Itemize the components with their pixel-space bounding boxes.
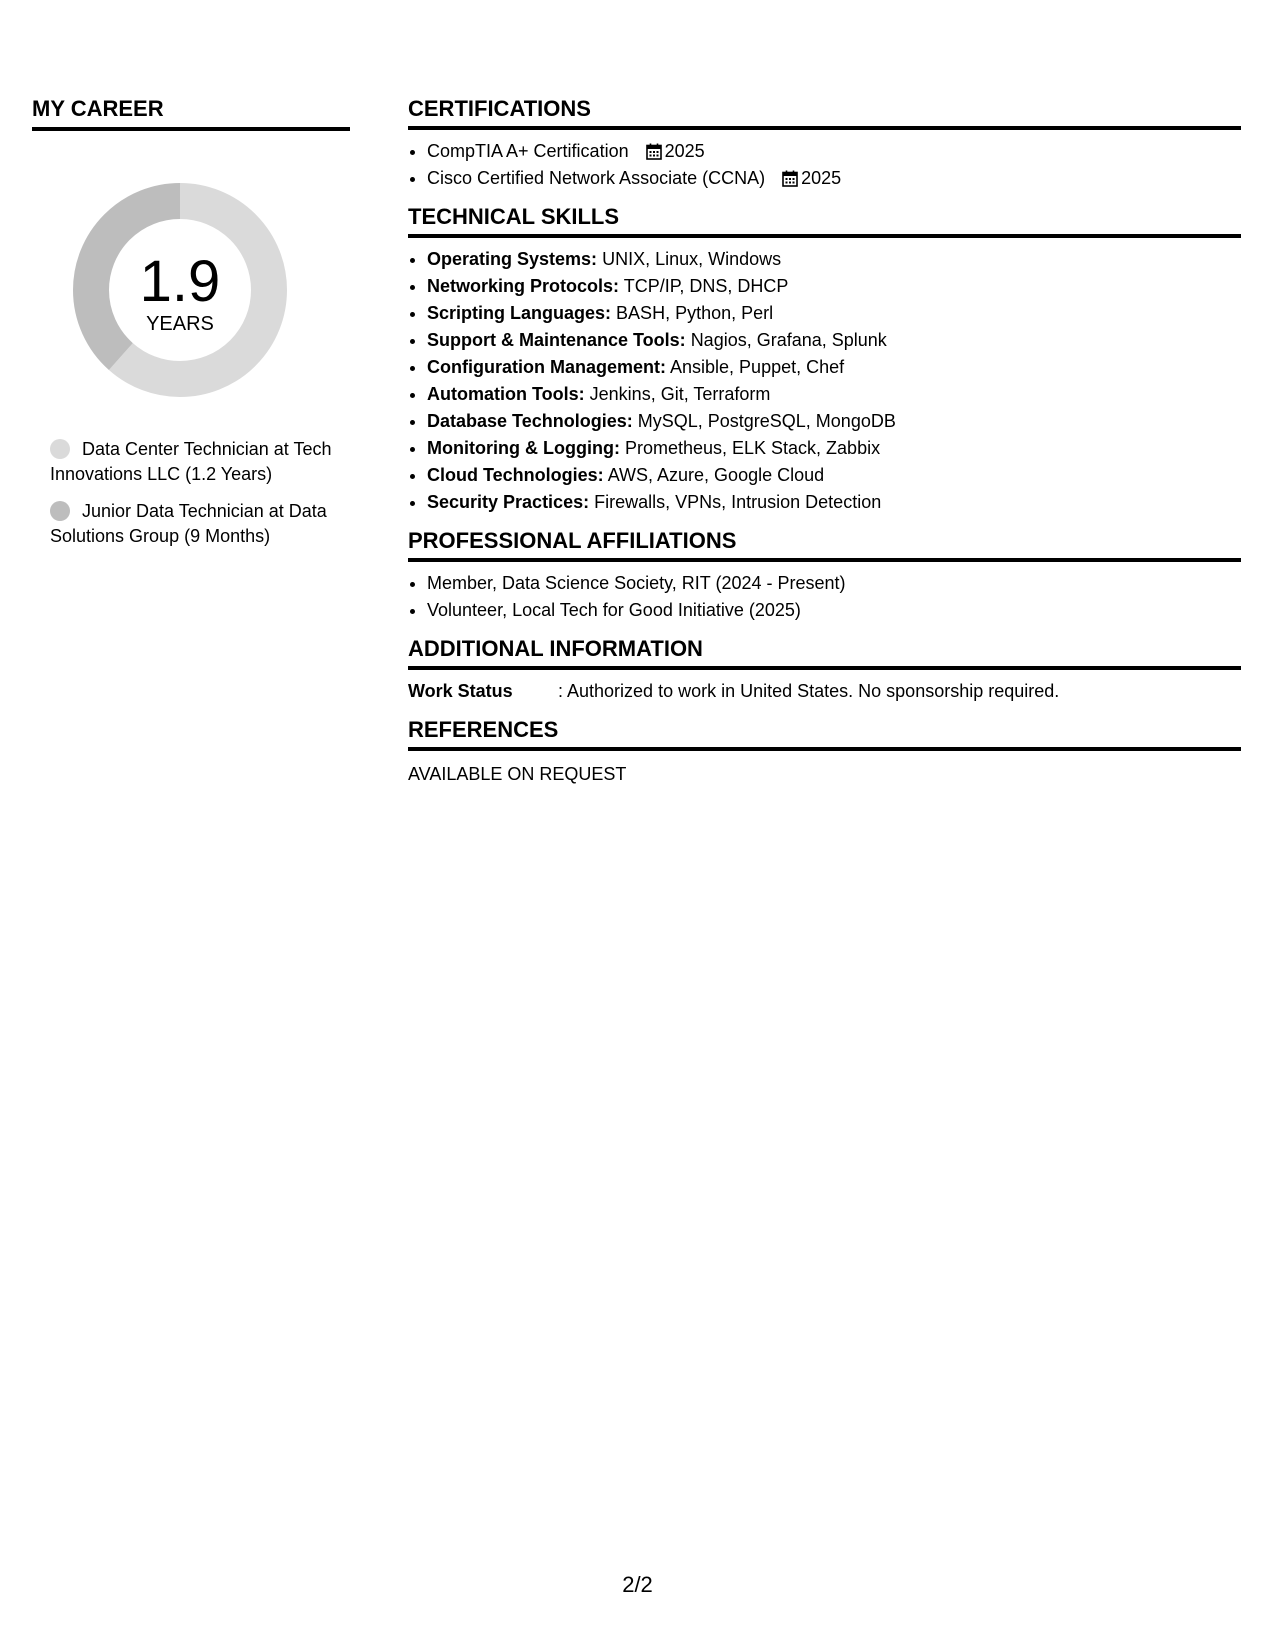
skills-heading: TECHNICAL SKILLS: [408, 204, 1241, 238]
main-column: [408, 96, 1241, 788]
donut-center: [65, 175, 295, 405]
certification-item: [427, 165, 1241, 192]
calendar-icon: [782, 170, 798, 187]
skill-value: MySQL, PostgreSQL, MongoDB: [637, 411, 896, 431]
skill-label: Scripting Languages:: [427, 303, 612, 323]
career-legend: [50, 437, 350, 549]
career-heading: MY CAREER: [32, 96, 350, 131]
skill-label: Database Technologies:: [427, 411, 633, 431]
skill-value: Nagios, Grafana, Splunk: [690, 330, 887, 350]
skill-item: [427, 408, 1241, 435]
skill-item: [427, 300, 1241, 327]
skill-label: Operating Systems:: [427, 249, 598, 269]
skill-value: Firewalls, VPNs, Intrusion Detection: [594, 492, 882, 512]
skill-value: BASH, Python, Perl: [616, 303, 774, 323]
references-heading: REFERENCES: [408, 717, 1241, 751]
skill-value: Jenkins, Git, Terraform: [589, 384, 771, 404]
career-donut-chart: [65, 175, 295, 405]
legend-item: [50, 499, 350, 549]
certification-year: 2025: [664, 141, 705, 161]
skill-item: [427, 489, 1241, 516]
skill-label: Configuration Management:: [427, 357, 666, 377]
career-total-value: 1.9: [139, 249, 221, 314]
certification-year: 2025: [801, 168, 842, 188]
career-column: [32, 96, 350, 561]
skill-value: TCP/IP, DNS, DHCP: [623, 276, 789, 296]
skill-value: Ansible, Puppet, Chef: [670, 357, 845, 377]
certifications-list: [408, 138, 1241, 192]
affiliations-heading: PROFESSIONAL AFFILIATIONS: [408, 528, 1241, 562]
legend-dot-icon: [50, 501, 70, 521]
affiliation-item: • Member, Data Science Society, RIT (2024 - Present): [427, 570, 1241, 597]
calendar-icon: [646, 143, 662, 160]
certification-name: CompTIA A+ Certification: [427, 141, 629, 161]
affiliations-list: [408, 570, 1241, 624]
skill-item: [427, 327, 1241, 354]
skill-label: Monitoring & Logging:: [427, 438, 620, 458]
career-total-unit: YEARS: [146, 313, 214, 335]
skill-value: Prometheus, ELK Stack, Zabbix: [624, 438, 881, 458]
skills-list: [408, 246, 1241, 516]
skill-item: [427, 381, 1241, 408]
skill-value: UNIX, Linux, Windows: [602, 249, 782, 269]
legend-dot-icon: [50, 439, 70, 459]
legend-label: Junior Data Technician at Data Solutions Group (9 Months): [50, 501, 327, 546]
certification-item: [427, 138, 1241, 165]
page-number: 2/2: [622, 1572, 653, 1597]
legend-label: Data Center Technician at Tech Innovations LLC (1.2 Years): [50, 439, 332, 484]
legend-item: [50, 437, 350, 487]
work-status-value: : Authorized to work in United States. No sponsorship required.: [558, 681, 1060, 701]
certifications-heading: CERTIFICATIONS: [408, 96, 1241, 130]
skill-item: [427, 462, 1241, 489]
skill-label: Networking Protocols:: [427, 276, 620, 296]
skill-label: Automation Tools:: [427, 384, 585, 404]
skill-item: [427, 246, 1241, 273]
skill-item: [427, 354, 1241, 381]
skill-label: Cloud Technologies:: [427, 465, 604, 485]
work-status-row: [408, 678, 1241, 705]
skill-item: [427, 273, 1241, 300]
skill-label: Security Practices:: [427, 492, 590, 512]
references-text: AVAILABLE ON REQUEST: [408, 764, 627, 784]
certification-name: Cisco Certified Network Associate (CCNA): [427, 168, 766, 188]
skill-label: Support & Maintenance Tools:: [427, 330, 686, 350]
skill-item: [427, 435, 1241, 462]
skill-value: AWS, Azure, Google Cloud: [607, 465, 825, 485]
work-status-label: Work Status: [408, 681, 513, 701]
affiliation-item: • Volunteer, Local Tech for Good Initiative (2025): [427, 597, 1241, 624]
additional-info-heading: ADDITIONAL INFORMATION: [408, 636, 1241, 670]
